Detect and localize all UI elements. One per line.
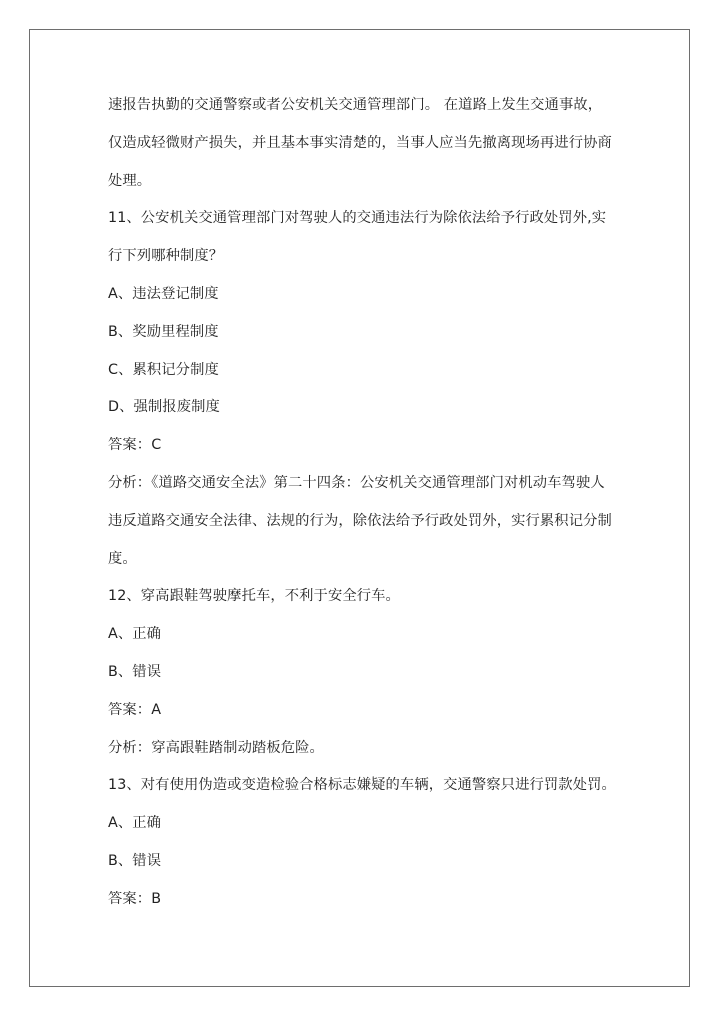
text-line: 仅造成轻微财产损失，并且基本事实清楚的，当事人应当先撤离现场再进行协商: [108, 134, 612, 151]
analysis-11: 违反道路交通安全法律、法规的行为，除依法给予行政处罚外，实行累积记分制: [108, 512, 612, 529]
document-body: [108, 92, 628, 924]
analysis-11: 分析：《道路交通安全法》第二十四条：公安机关交通管理部门对机动车驾驶人: [108, 474, 605, 491]
question-13-text: 13、对有使用伪造或变造检验合格标志嫌疑的车辆，交通警察只进行罚款处罚。: [108, 777, 616, 794]
question-11-text: 11、公安机关交通管理部门对驾驶人的交通违法行为除依法给予行政处罚外,实: [108, 210, 607, 227]
option-a: A、违法登记制度: [108, 285, 219, 302]
option-b: B、错误: [108, 663, 162, 680]
question-11-text: 行下列哪种制度？: [108, 248, 224, 265]
analysis-11: 度。: [108, 550, 137, 567]
option-c: C、累积记分制度: [108, 361, 219, 378]
answer-12: 答案：A: [108, 701, 162, 718]
answer-13: 答案：B: [108, 890, 162, 907]
question-12-text: 12、穿高跟鞋驾驶摩托车，不利于安全行车。: [108, 588, 400, 605]
option-b: B、奖励里程制度: [108, 323, 219, 340]
text-line: 处理。: [108, 172, 152, 189]
answer-11: 答案：C: [108, 437, 162, 454]
option-b: B、错误: [108, 852, 162, 869]
analysis-12: 分析：穿高跟鞋踏制动踏板危险。: [108, 739, 324, 756]
option-d: D、强制报废制度: [108, 399, 220, 416]
text-line: 速报告执勤的交通警察或者公安机关交通管理部门。 在道路上发生交通事故，: [108, 97, 603, 113]
option-a: A、正确: [108, 626, 162, 643]
option-a: A、正确: [108, 815, 162, 832]
